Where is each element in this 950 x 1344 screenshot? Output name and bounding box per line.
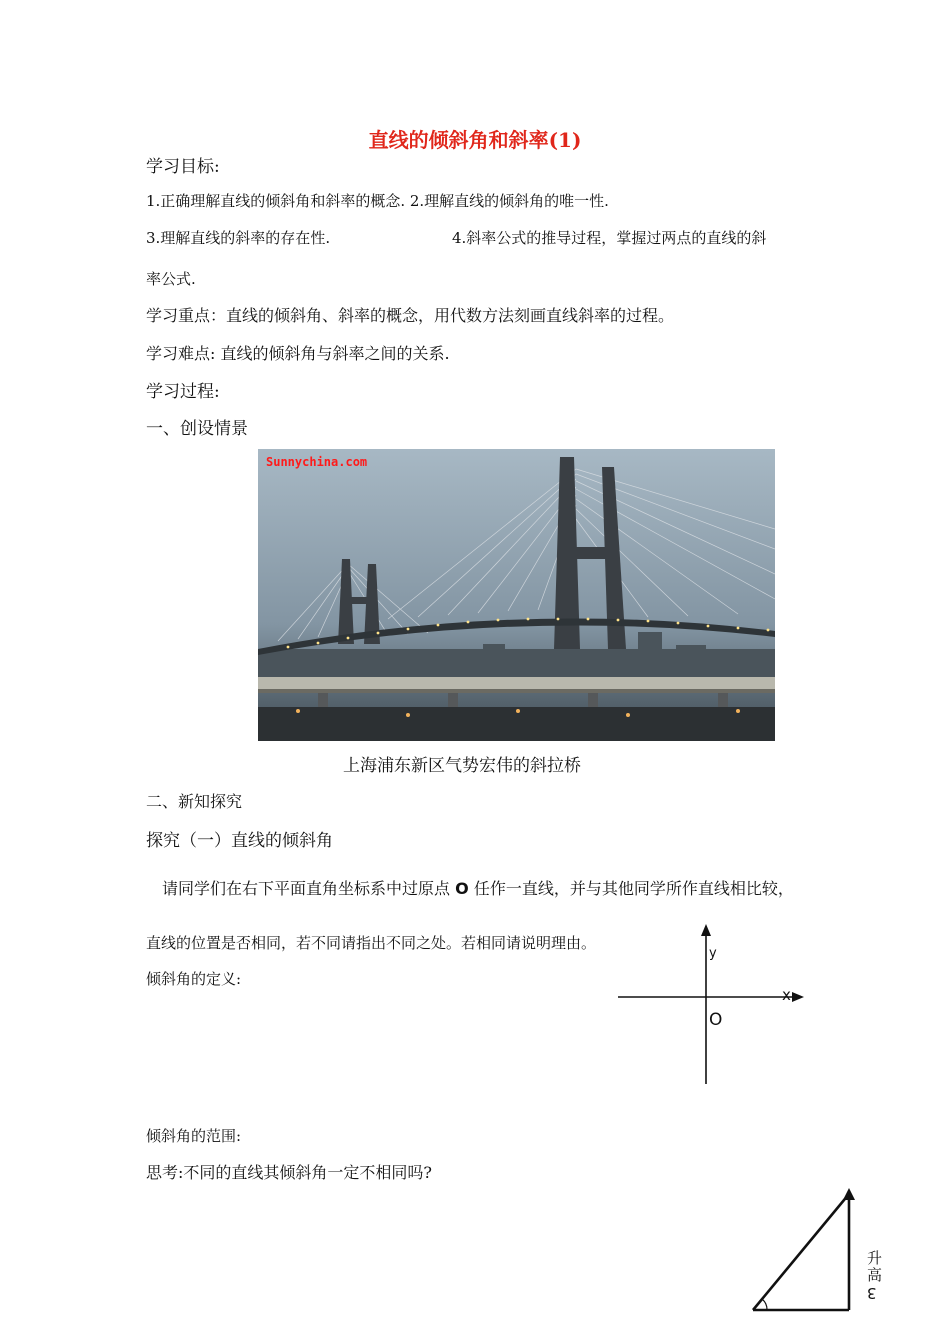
bridge-illustration	[258, 449, 775, 741]
paragraph-1-origin: O	[455, 879, 469, 898]
objective-line-1: 1.正确理解直线的倾斜角和斜率的概念. 2.理解直线的倾斜角的唯一性.	[146, 192, 609, 210]
difficulties: 学习难点: 直线的倾斜角与斜率之间的关系.	[146, 344, 450, 363]
paragraph-1	[162, 876, 794, 899]
objective-line-3: 率公式.	[146, 270, 196, 288]
bridge-photo	[258, 449, 775, 741]
paragraph-1-part-b: 任作一直线，并与其他同学所作直线相比较，	[473, 879, 794, 898]
process-heading: 学习过程:	[146, 382, 220, 402]
key-points: 学习重点：直线的倾斜角、斜率的概念，用代数方法刻画直线斜率的过程。	[146, 306, 675, 325]
rise-label-char-3: 3	[867, 1284, 877, 1302]
slope-triangle	[745, 1186, 883, 1320]
axis-x-label: x	[782, 986, 791, 1004]
paragraph-1-part-a: 请同学们在右下平面直角坐标系中过原点	[162, 879, 451, 898]
coordinate-axes	[612, 922, 812, 1096]
photo-watermark: Sunnychina.com	[266, 455, 368, 469]
origin-label: O	[709, 1010, 723, 1030]
objectives-heading: 学习目标:	[146, 157, 220, 177]
section-2-heading: 二、新知探究	[146, 792, 243, 811]
objective-line-2a: 3.理解直线的斜率的存在性.	[146, 229, 331, 247]
axis-y-label: y	[709, 946, 717, 961]
range-label: 倾斜角的范围:	[146, 1127, 242, 1145]
document-title: 直线的倾斜角和斜率(1)	[368, 128, 582, 152]
objective-line-2b: 4.斜率公式的推导过程，掌握过两点的直线的斜	[452, 229, 767, 247]
explore-1-heading: 探究（一）直线的倾斜角	[146, 831, 333, 851]
definition-label: 倾斜角的定义:	[146, 970, 242, 988]
slope-triangle-drawing	[745, 1186, 865, 1316]
rise-label-char-1: 升	[867, 1249, 883, 1267]
rise-label	[867, 1250, 882, 1301]
paragraph-2: 直线的位置是否相同，若不同请指出不同之处。若相同请说明理由。	[146, 934, 597, 952]
photo-caption: 上海浦东新区气势宏伟的斜拉桥	[343, 756, 581, 776]
rise-label-char-2: 高	[867, 1266, 883, 1284]
think-question: 思考:不同的直线其倾斜角一定不相同吗?	[146, 1163, 432, 1182]
section-1-heading: 一、创设情景	[146, 419, 248, 439]
